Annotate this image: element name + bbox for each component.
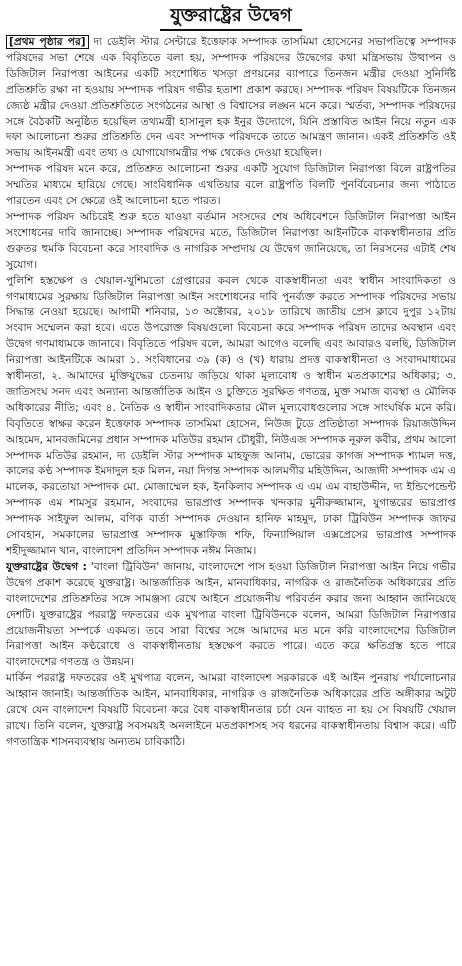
continued-from-label: [প্রথম পৃষ্ঠার পর] <box>6 35 89 49</box>
paragraph-4: পুলিশি হস্তক্ষেপ ও খেয়াল-খুশিমতো গ্রেপ্তারের কবল থেকে বাকস্বাধীনতা এবং স্বাধীন সাংবাদিকতা ও গণমাধ্যমের সুরক্ষায় ডিজিটাল নিরাপত্তা আইন সংশোধনের দাবি পুনর্ব্যক্ত করতে সম্পাদক পরিষদের সভায় সিদ্ধান্ত নেওয়া হয়েছে। আগামী শনিবার, ১৩ অক্টোবর, ২০১৮ তারিখে জাতীয় প্রেস ক্লাবে দুপুর ১২টায় সংবাদ সম্মেলন করা হবে। এতে উপরোক্ত বিষয়গুলো বিবেচনা করে সম্পাদক পরিষদ তাদের অবস্থান এবং উদ্বেগ গণমাধ্যমকে জানাবে। বিবৃতিতে পরিষদ বলে, আমরা আগেও বলেছি এবং আবারও বলছি, ডিজিটাল নিরাপত্তা আইনটিকে আমরা ১. সংবিধানের ৩৯ (ক) ও (খ) ধারায় প্রদত্ত বাকস্বাধীনতা ও সংবাদমাধ্যমের স্বাধীনতা, ২. আমাদের মুক্তিযুদ্ধের চেতনায় জড়িয়ে থাকা মূল্যবোধ ও স্বাধীন মতপ্রকাশের অধিকার; ৩. জাতিসংঘ সনদ এবং অন্যান্য আন্তর্জাতিক আইন ও চুক্তিতে সুরক্ষিত গণতন্ত্র, মুক্ত সমাজ ব্যবস্থা ও মৌলিক অধিকারের নীতি; এবং ৪. নৈতিক ও স্বাধীন সাংবাদিকতার মৌল মূল্যবোধগুলোর সঙ্গে সাংঘর্ষিক মনে করি। বিবৃতিতে স্বাক্ষর করেন ইত্তেফাক সম্পাদক তাসমিমা হোসেন, নিউজ টুডে প্রতিষ্ঠাতা সম্পাদক রিয়াজউদ্দিন আহমেদ, মানবজমিনের প্রধান সম্পাদক মতিউর রহমান চৌধুরী, নিউএজ সম্পাদক নূরুল কবীর, প্রথম আলো সম্পাদক মতিউর রহমান, দ্য ডেইলি স্টার সম্পাদক মাহফুজ আনাম, ভোরের কাগজ সম্পাদক শ্যামল দত্ত, কালের কণ্ঠ সম্পাদক ইমদাদুল হক মিলন, নয়া দিগন্ত সম্পাদক আলমগীর মহিউদ্দিন, আজাদী সম্পাদক এম এ মালেক, করতোয়া সম্পাদক মো. মোজাম্মেল হক, ইনকিলাব সম্পাদক এ এম এম বাহাউদ্দীন, দ্য ইন্ডিপেন্ডেন্ট সম্পাদক এম শামসুর রহমান, সংবাদের ভারপ্রাপ্ত সম্পাদক খন্দকার মুনীরুজ্জামান, যুগান্তরের ভারপ্রাপ্ত সম্পাদক সাইফুল আলম, বণিক বার্তা সম্পাদক দেওয়ান হানিফ মাহমুদ, ঢাকা ট্রিবিউন সম্পাদক জাফর সোবহান, সমকালের ভারপ্রাপ্ত সম্পাদক মুস্তাফিজ শফি, ফিন্যান্সিয়াল এক্সপ্রেসের ভারপ্রাপ্ত সম্পাদক শহীদুজ্জামান খান, বাংলাদেশ প্রতিদিন সম্পাদক নঈম নিজাম। <box>6 274 456 557</box>
paragraph-2: সম্পাদক পরিষদ মনে করে, প্রতিশ্রুত আলোচনা শুরুর একটি সুযোগ ডিজিটাল নিরাপত্তা বিলে রাষ্ট্রপতির সম্মতির মাধ্যমে হারিয়ে গেছে। সাংবিধানিক এখতিয়ার বলে রাষ্ট্রপতি বিলটি পুনর্বিবেচনার জন্য পাঠাতে পারতেন এবং সে ক্ষেত্রে ওই আলোচনা হতে পারত। <box>6 163 456 208</box>
paragraph-3: সম্পাদক পরিষদ অচিরেই শুরু হতে যাওয়া বর্তমান সংসদের শেষ অধিবেশনে ডিজিটাল নিরাপত্তা আইন সংশোধনের দাবি জানাচ্ছে। সম্পাদক পরিষদের মতে, ডিজিটাল নিরাপত্তা আইনটিকে বাকস্বাধীনতার প্রতি গুরুতর হুমকি বিবেচনা করে সাংবাদিক ও নাগরিক সম্প্রদায় যে উদ্বেগ জানিয়েছে, তা নিরসনের এটাই শেষ সুযোগ। <box>6 210 456 271</box>
paragraph-1-text: দ্য ডেইলি স্টার সেন্টারে ইত্তেফাক সম্পাদক তাসমিমা হোসেনের সভাপতিত্বে সম্পাদক পরিষদের সভা শেষে এক বিবৃতিতে বলা হয়, সম্পাদক পরিষদের উদ্বেগের কথা মন্ত্রিসভায় উত্থাপন ও ডিজিটাল নিরাপত্তা আইনের একটি সংশোধিত খসড়া প্রণয়নের ব্যাপারে তিনজন মন্ত্রীর দেওয়া সুনির্দিষ্ট প্রতিশ্রুতি রক্ষা না হওয়ায় সম্পাদক পরিষদ গভীর হতাশা প্রকাশ করছে। সম্পাদক পরিষদ বিষয়টিকে তিনজন জ্যেষ্ঠ মন্ত্রীর দেওয়া প্রতিশ্রুতিতে সংগঠনের আস্থা ও বিশ্বাসের লঙ্ঘন মনে করে। স্মর্তব্য, সম্পাদক পরিষদের সঙ্গে বৈঠকটি অনুষ্ঠিত হয়েছিল তথ্যমন্ত্রী হাসানুল হক ইনুর উদ্যোগে, যিনি প্রস্তাবিত আইন নিয়ে নতুন এক দফা আলোচনা শুরুর প্রতিশ্রুতি দেন এবং সম্পাদক পরিষদকে তাতে আমন্ত্রণ জানান। একই প্রতিশ্রুতি ওই সভায় আইনমন্ত্রী এবং তথ্য ও যোগাযোগমন্ত্রীর পক্ষ থেকেও দেওয়া হয়েছিল। <box>6 36 456 160</box>
subhead-us-concern: যুক্তরাষ্ট্রের উদ্বেগ : <box>6 560 87 573</box>
headline-wrap <box>6 4 456 31</box>
paragraph-6: মার্কিন পররাষ্ট্র দফতরের ওই মুখপাত্র বলেন, আমরা বাংলাদেশ সরকারকে এই আইন পুনরায় পর্যালোচনার আহ্বান জানাই। আন্তর্জাতিক আইন, মানবাধিকার, নাগরিক ও রাজনৈতিক অধিকারের প্রতি অঙ্গীকার অটুট রেখে যেন বাংলাদেশ বিষয়টি বিবেচনা করে বৈধ বাকস্বাধীনতার চর্চা যেন ব্যাহত না হয় সে বিষয়টি খেয়াল রাখে। তিনি বলেন, যুক্তরাষ্ট্র সবসময়ই অনলাইনে মতপ্রকাশসহ সব ধরনের বাকস্বাধীনতায় বিশ্বাস করে। এটি গণতান্ত্রিক শাসনব্যবস্থায় অন্যতম চাবিকাঠি। <box>6 672 456 748</box>
paragraph-1 <box>6 35 456 162</box>
headline: যুক্তরাষ্ট্রের উদ্বেগ <box>160 4 302 31</box>
paragraph-5-text: 'বাংলা ট্রিবিউন' জানায়, বাংলাদেশে পাস হওয়া ডিজিটাল নিরাপত্তা আইন নিয়ে গভীর উদ্বেগ প্রকাশ করেছে যুক্তরাষ্ট্র। আন্তর্জাতিক আইন, মানবাধিকার, নাগরিক ও রাজনৈতিক অধিকারের প্রতি বাংলাদেশের প্রতিশ্রুতির সঙ্গে সামঞ্জস্য রেখে আইনে প্রয়োজনীয় পরিবর্তন করার জন্য আহ্বান জানিয়েছে দেশটি। যুক্তরাষ্ট্রের পররাষ্ট্র দফতরের এক মুখপাত্র বাংলা ট্রিবিউনকে বলেন, আমরা ডিজিটাল নিরাপত্তার প্রয়োজনীয়তা সম্পর্কে একমত। তবে সারা বিশ্বের সঙ্গে আমাদের মত মনে করি বাংলাদেশের ডিজিটাল নিরাপত্তা আইন কণ্ঠরোধে ও বাকস্বাধীনতায় হস্তক্ষেপ করতে পারে। এতে করে ক্ষতিগ্রস্ত হতে পারে বাংলাদেশের গণতন্ত্র ও উন্নয়ন। <box>6 560 456 669</box>
paragraph-5 <box>6 560 456 671</box>
